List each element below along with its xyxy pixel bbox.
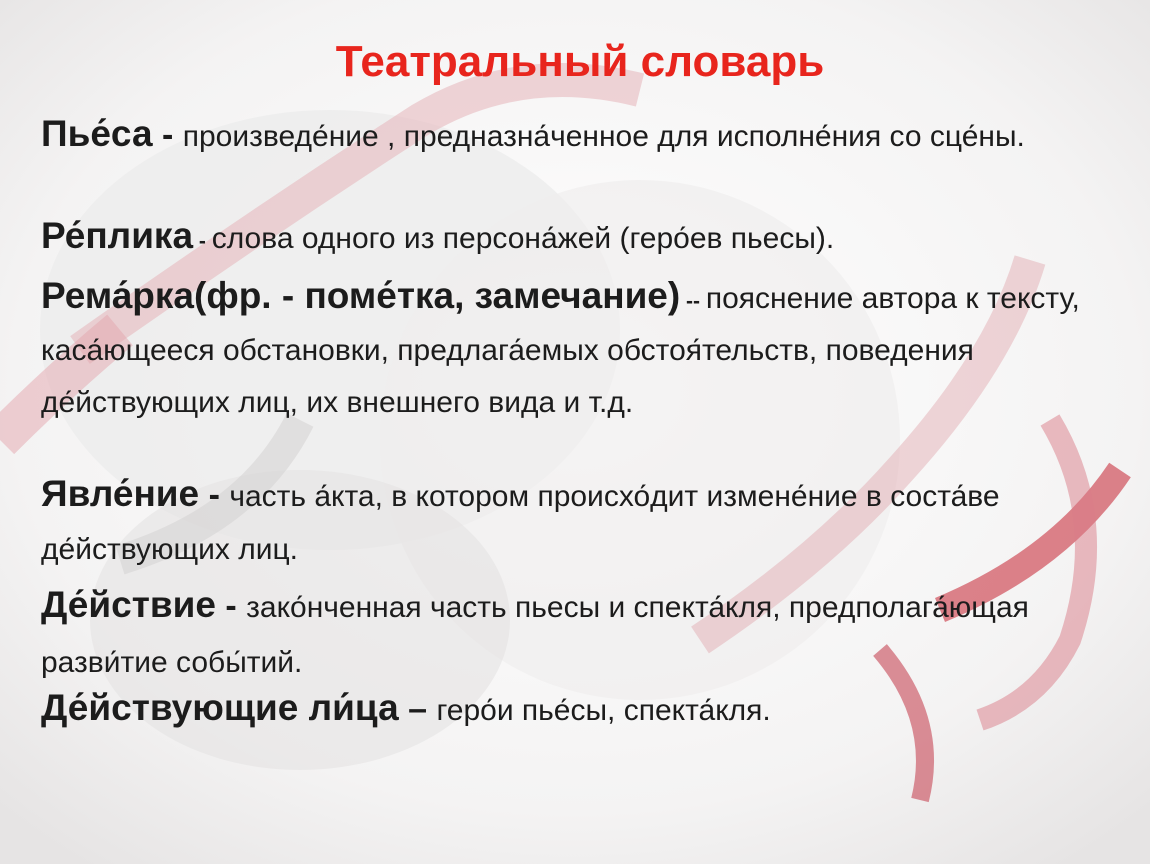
entry-separator: -	[199, 476, 230, 514]
entry-term: Де́йствие	[41, 584, 216, 625]
entry-definition: пояснение автора к тексту, каса́ющееся обстановки, предлага́емых обстоя́тельств, поведения де́йствующих лиц, их внешнего вида и т.д.	[41, 282, 1080, 419]
entry-definition: слова одного из персона́жей (геро́ев пьесы).	[211, 222, 835, 255]
glossary-entry-deistvie	[41, 580, 1121, 693]
entry-term: Рема́рка(фр. - поме́тка, замечание)	[41, 275, 681, 316]
glossary-entry-replika	[41, 212, 1121, 268]
entry-term: Ре́плика	[41, 215, 194, 256]
glossary-entry-remarka	[41, 272, 1121, 431]
entry-definition: геро́и пье́сы, спекта́кля.	[436, 694, 771, 727]
entry-separator: -	[152, 116, 183, 154]
glossary-entry-yavlenie	[41, 470, 1121, 579]
entry-separator: --	[680, 290, 706, 313]
entry-separator: –	[398, 690, 437, 728]
entry-separator: -	[215, 587, 247, 625]
entry-term: Явле́ние	[41, 473, 200, 514]
entry-term: Пье́са	[41, 113, 153, 154]
glossary-entry-piesa	[41, 110, 1121, 166]
slide-title: Театральный словарь	[335, 37, 825, 86]
glossary-entry-deistvuyushchie-litsa	[41, 684, 1121, 740]
entry-definition: часть а́кта, в котором происхо́дит измене́ние в соста́ве де́йствующих лиц.	[41, 480, 1000, 566]
entry-separator: -	[193, 230, 212, 253]
entry-definition: зако́нченная часть пьесы и спекта́кля, предполага́ющая разви́тие собы́тий.	[41, 591, 1029, 679]
entry-definition: произведе́ние , предназна́ченное для исполне́ния со сце́ны.	[182, 120, 1025, 153]
entry-term: Де́йствующие ли́ца	[41, 687, 399, 728]
